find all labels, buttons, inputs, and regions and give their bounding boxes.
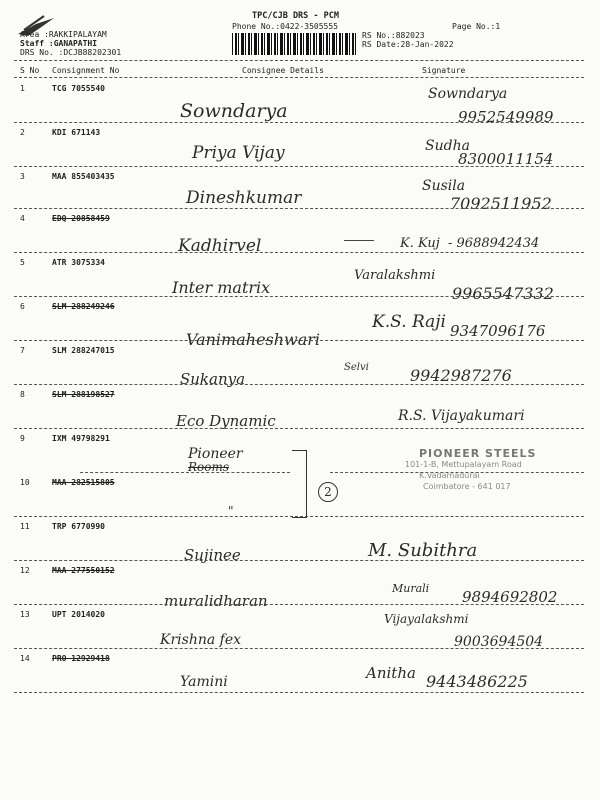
row-divider [14,340,584,341]
row-consignee-name: Krishna fex [160,632,242,648]
row-consignment: UPT 2014020 [52,610,105,619]
row-consignee-name: Inter matrix [172,278,271,297]
row-consignment: TRP 6770990 [52,522,105,531]
row-consignment: IXM 49798291 [52,434,110,443]
row-sno: 13 [20,610,30,619]
row-consignee-name: muralidharan [164,592,268,610]
stamp-address: 101-1-B, Mettupalayam Road [405,460,522,469]
row-signature: Vijayalakshmi [384,612,469,626]
row-phone: 9003694504 [454,634,544,650]
row-signature: K.S. Raji [372,312,446,332]
column-header-consignment: Consignment No [52,66,120,75]
row-consignee-name: Sukanya [180,370,246,388]
row-sno: 11 [20,522,30,531]
row-divider [14,252,584,253]
row-consignee-name: Sowndarya [180,100,288,122]
row-signature: R.S. Vijayakumari [398,408,525,424]
row-divider [14,166,584,167]
document-title: TPC/CJB DRS - PCM [252,11,339,21]
row-sno: 3 [20,172,25,181]
row-signature: Selvi [344,362,369,373]
row-phone: 9347096176 [450,322,546,340]
row-sno: 10 [20,478,30,487]
row-consignee-name: Pioneer [188,446,243,462]
struck-word: Rooms [188,460,230,474]
row-consignee-name: Vanimaheshwari [186,330,321,349]
row-consignee-name: Dineshkumar [186,188,302,208]
row-signature: Sudha [425,138,470,154]
row-signature: Anitha [366,664,416,682]
row-sno: 12 [20,566,30,575]
row-signature: Varalakshmi [354,268,436,283]
row-consignment: MAA 277550152 [52,566,115,575]
row-signature: M. Subithra [368,540,478,561]
row-phone: 9443486225 [426,672,528,691]
row-divider [14,604,584,605]
row-phone: 9894692802 [462,588,558,606]
row-consignment: EDQ 20858459 [52,214,110,223]
row-consignment: MAA 282515805 [52,478,115,487]
row-phone: 8300011154 [458,150,554,168]
row-phone: 7092511952 [450,194,552,213]
row-consignee-name: Kadhirvel [178,236,262,256]
row-sno: 4 [20,214,25,223]
stamp-area: K.Vadamadurai [419,471,480,480]
row-consignee-name: Priya Vijay [192,143,285,163]
column-header-divider [14,77,584,78]
phone-number: Phone No.:0422-3505555 [232,22,338,31]
row-sno: 8 [20,390,25,399]
row-signature: Sowndarya [428,86,508,102]
area-label: Area :RAKKIPALAYAM [20,30,107,39]
row-signature: K. Kuj [400,236,440,251]
row-consignment: MAA 855403435 [52,172,115,181]
column-header-consignee: Consignee Details [242,66,324,75]
row-consignee-name: " [228,504,234,518]
row-consignment: PRO 12929418 [52,654,110,663]
stamp-company-name: PIONEER STEELS [419,447,537,460]
row-sno: 6 [20,302,25,311]
row-divider [14,384,584,385]
row-consignment: SLM 288247015 [52,346,115,355]
row-phone: 9965547332 [452,284,554,303]
row-consignment: TCG 7055540 [52,84,105,93]
row-divider [14,648,584,649]
stamp-city: Coimbatore - 641 017 [423,482,511,491]
company-stamp [405,447,585,497]
row-consignee-name: Eco Dynamic [176,412,276,430]
row-consignee-name: Yamini [180,674,228,690]
row-consignment: KDI 671143 [52,128,101,137]
row-divider [14,560,584,561]
row-consignment: SLM 288198527 [52,390,115,399]
row-signature: Murali [392,582,430,595]
row-divider [14,692,584,693]
row-divider [14,428,584,429]
row-divider [14,122,584,123]
bracket-mark [292,450,307,518]
row-consignee-name: Sujinee [184,546,241,564]
row-phone: 9942987276 [410,366,512,385]
row-divider [14,208,584,209]
arrow-mark [344,240,374,241]
column-header-signature: Signature [422,66,466,75]
drs-number: DRS No. :DCJB88202301 [20,48,122,57]
page-number: Page No.:1 [452,22,501,31]
rs-date: RS Date:28-Jan-2022 [362,40,454,49]
column-header-sno: S No [20,66,40,75]
row-sno: 7 [20,346,25,355]
row-sno: 14 [20,654,30,663]
row-sno: 1 [20,84,25,93]
row-consignment: SLM 288249246 [52,302,115,311]
row-divider [80,472,290,473]
barcode [232,33,356,55]
header-divider [14,60,584,61]
row-sno: 9 [20,434,25,443]
row-sno: 2 [20,128,25,137]
rs-number: RS No.:882023 [362,31,425,40]
row-phone: 9952549989 [458,108,554,126]
row-signature: Susila [422,178,466,194]
row-sno: 5 [20,258,25,267]
row-phone: - 9688942434 [448,236,540,251]
staff-label: Staff :GANAPATHI [20,39,98,48]
row-consignment: ATR 3075334 [52,258,105,267]
row-divider [14,296,584,297]
circled-number: 2 [318,482,338,502]
